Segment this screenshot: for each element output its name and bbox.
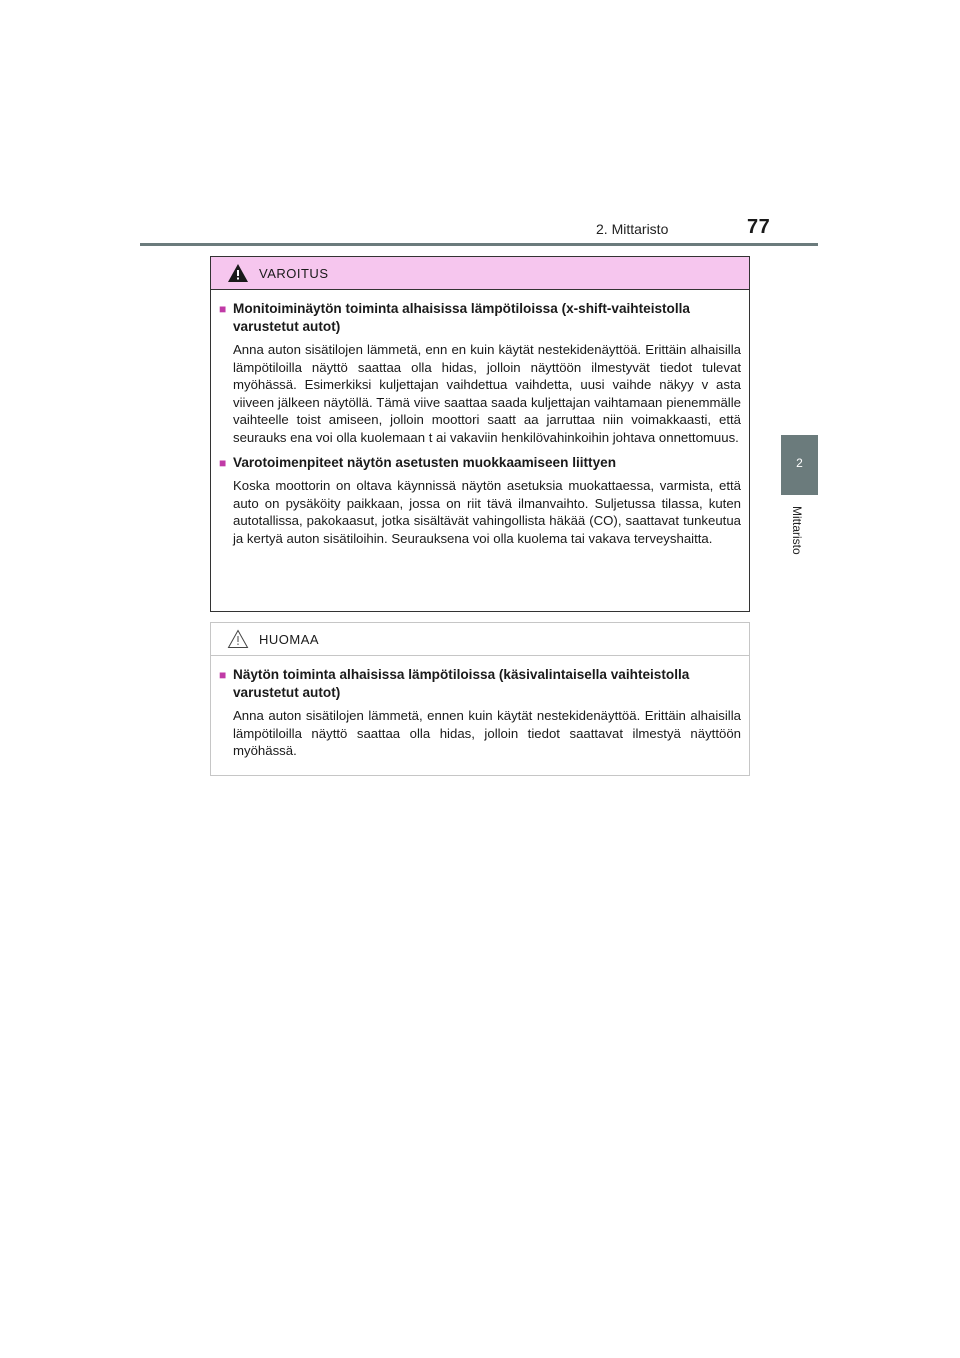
warning-item [219, 300, 741, 446]
warning-triangle-icon [227, 263, 249, 283]
notice-header [211, 623, 749, 656]
side-tab-label: Mittaristo [790, 506, 804, 555]
notice-heading: HUOMAA [259, 631, 320, 647]
header-rule [140, 243, 818, 246]
warning-item-title: Monitoiminäytön toiminta alhaisissa lämpötiloissa (x-shift-vaihteistolla varustetut autot) [233, 301, 690, 334]
notice-item-text: Anna auton sisätilojen lämmetä, ennen kuin käytät nestekidenäyttöä. Erittäin alhaisilla lämpötiloilla näyttö saattaa olla hidas, jolloin tiedot saattavat ilmestyä näyttöön myöhässä. [233, 708, 741, 758]
notice-item [219, 666, 741, 760]
warning-header [211, 257, 749, 290]
square-bullet-icon: ■ [219, 668, 227, 682]
page-number: 77 [747, 216, 771, 238]
side-tab-number: 2 [796, 456, 803, 470]
square-bullet-icon: ■ [219, 302, 227, 316]
warning-item-text: Koska moottorin on oltava käynnissä näytön asetuksia muokattaessa, varmista, että auto on pysäköity paikkaan, jossa on riit tävä ilmanvaihto. Suljetussa tilassa, kuten autotallissa, pakokaasut, jotka sisältävät vahingollista häkää (CO), saattavat tunkeutua ja kertyä auton sisätiloihin. Seurauksena voi olla kuolema tai vakava terveyshaitta. [233, 478, 741, 546]
warning-item-text: Anna auton sisätilojen lämmetä, enn en kuin käytät nestekidenäyttöä. Erittäin alhaisilla lämpötiloilla näyttö saattaa olla hidas, jolloin näyttöön ilmestyvät tiedot tulevat myöhässä. Esimerkiksi kuljettajan vaihdettua vaihdetta, uusi vaihde näkyy v asta viiveen jälkeen näytöllä. Tämä viive saattaa saada kuljettajan vaihtamaan pienemmälle vaihteelle toist amiseen, jolloin moottori saatt aa jarruttaa niin voimakkaasti, että seurauks ena voi olla kuolemaan t ai vakaviin henkilövahinkoihin johtava onnettomuus. [233, 342, 741, 445]
warning-box [210, 256, 750, 612]
warning-heading: VAROITUS [259, 265, 329, 281]
page-header-section: 2. Mittaristo [596, 221, 669, 237]
caution-triangle-icon [227, 629, 249, 649]
notice-box [210, 622, 750, 776]
warning-body [211, 290, 749, 547]
warning-item-title: Varotoimenpiteet näytön asetusten muokkaamiseen liittyen [233, 455, 617, 470]
square-bullet-icon: ■ [219, 456, 227, 470]
notice-item-title: Näytön toiminta alhaisissa lämpötiloissa (käsivalintaisella vaihteistolla varustetut autot) [233, 667, 690, 700]
notice-body [211, 656, 749, 760]
warning-item [219, 454, 741, 547]
